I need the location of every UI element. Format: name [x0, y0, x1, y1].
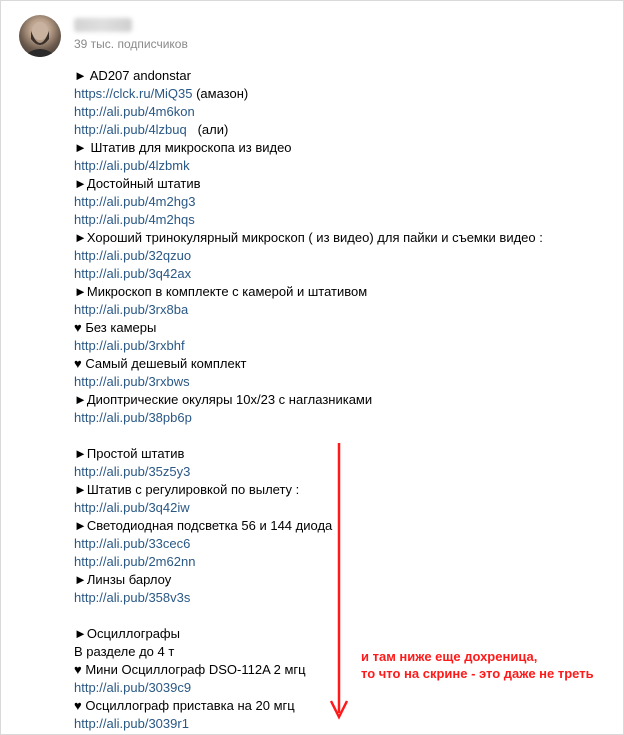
- post-line-text: ►Диоптрические окуляры 10x/23 с наглазниками: [74, 392, 373, 407]
- avatar[interactable]: [19, 15, 61, 57]
- post-line: [74, 553, 614, 571]
- post-line-text: ►Хороший тринокулярный микроскоп ( из видео) для пайки и съемки видео :: [74, 230, 543, 245]
- post-line: [74, 535, 614, 553]
- post-line: [74, 337, 614, 355]
- post-link[interactable]: http://ali.pub/4m2hg3: [74, 194, 196, 209]
- post-line: [74, 193, 614, 211]
- post-link[interactable]: http://ali.pub/3rxbws: [74, 374, 190, 389]
- post-line-text: ►Осциллографы: [74, 626, 180, 641]
- post-line: [74, 589, 614, 607]
- post-link-suffix: (амазон): [192, 86, 249, 101]
- post-line-text: В разделе до 4 т: [74, 644, 175, 659]
- post-line: [74, 319, 614, 337]
- post-text: [74, 67, 614, 733]
- post-line: [74, 301, 614, 319]
- red-note-line2: то что на скрине - это даже не треть: [361, 666, 594, 681]
- post-line: [74, 265, 614, 283]
- post-line: [74, 697, 614, 715]
- post-link[interactable]: http://ali.pub/33cec6: [74, 536, 191, 551]
- post-line-text: ♥ Осциллограф приставка на 20 мгц: [74, 698, 295, 713]
- post-link[interactable]: http://ali.pub/2m62nn: [74, 554, 196, 569]
- post-line: [74, 373, 614, 391]
- post-line: [74, 607, 614, 625]
- post-link[interactable]: http://ali.pub/3q42iw: [74, 500, 190, 515]
- post-line: [74, 121, 614, 139]
- post-line-text: ►Линзы барлоу: [74, 572, 172, 587]
- post-line-text: ►Светодиодная подсветка 56 и 144 диода: [74, 518, 333, 533]
- post-line: [74, 499, 614, 517]
- post-link[interactable]: https://clck.ru/MiQ35: [74, 86, 193, 101]
- post-line: [74, 445, 614, 463]
- post-link[interactable]: http://ali.pub/3039r1: [74, 716, 189, 731]
- post-link[interactable]: http://ali.pub/3rx8ba: [74, 302, 189, 317]
- post-link[interactable]: http://ali.pub/3q42ax: [74, 266, 192, 281]
- post-line-text: ♥ Самый дешевый комплект: [74, 356, 247, 371]
- post-line-text: ♥ Без камеры: [74, 320, 157, 335]
- post-line-text: ►Достойный штатив: [74, 176, 201, 191]
- post-line: [74, 715, 614, 733]
- post-link-suffix: (али): [186, 122, 229, 137]
- post-link[interactable]: http://ali.pub/358v3s: [74, 590, 191, 605]
- post-line: [74, 211, 614, 229]
- post-line: [74, 103, 614, 121]
- post-link[interactable]: http://ali.pub/4m2hqs: [74, 212, 195, 227]
- post-line: [74, 85, 614, 103]
- post-line-text: ► AD207 andonstar: [74, 68, 191, 83]
- post-link[interactable]: http://ali.pub/32qzuo: [74, 248, 192, 263]
- post-link[interactable]: http://ali.pub/35z5y3: [74, 464, 191, 479]
- post-line: [74, 391, 614, 409]
- post-line: [74, 229, 614, 247]
- post-line: [74, 175, 614, 193]
- subscriber-count: 39 тыс. подписчиков: [74, 37, 188, 51]
- post-line: [74, 463, 614, 481]
- post-line: [74, 409, 614, 427]
- post-link[interactable]: http://ali.pub/4m6kon: [74, 104, 195, 119]
- post-line-text: ►Микроскоп в комплекте с камерой и штативом: [74, 284, 368, 299]
- post-link[interactable]: http://ali.pub/3039c9: [74, 680, 192, 695]
- post-line: [74, 247, 614, 265]
- post-link[interactable]: http://ali.pub/4lzbmk: [74, 158, 190, 173]
- post-line: [74, 355, 614, 373]
- post-line: [74, 157, 614, 175]
- red-note-text: [361, 648, 594, 682]
- post-line: [74, 283, 614, 301]
- post-line-text: ♥ Мини Осциллограф DSO-112A 2 мгц: [74, 662, 306, 677]
- author-name-blurred[interactable]: [74, 18, 132, 32]
- post-line: [74, 67, 614, 85]
- user-photo-icon: [19, 15, 61, 57]
- post-line: [74, 481, 614, 499]
- post-line: [74, 517, 614, 535]
- post-line: [74, 625, 614, 643]
- post-link[interactable]: http://ali.pub/38pb6p: [74, 410, 192, 425]
- post-line: [74, 571, 614, 589]
- post-link[interactable]: http://ali.pub/3rxbhf: [74, 338, 185, 353]
- post-line-text: ►Простой штатив: [74, 446, 185, 461]
- post-line: [74, 427, 614, 445]
- post-link[interactable]: http://ali.pub/4lzbuq: [74, 122, 187, 137]
- post-line-text: ►Штатив с регулировкой по вылету :: [74, 482, 300, 497]
- post-line: [74, 139, 614, 157]
- red-note-line1: и там ниже еще дохреница,: [361, 649, 538, 664]
- post-line-text: ► Штатив для микроскопа из видео: [74, 140, 292, 155]
